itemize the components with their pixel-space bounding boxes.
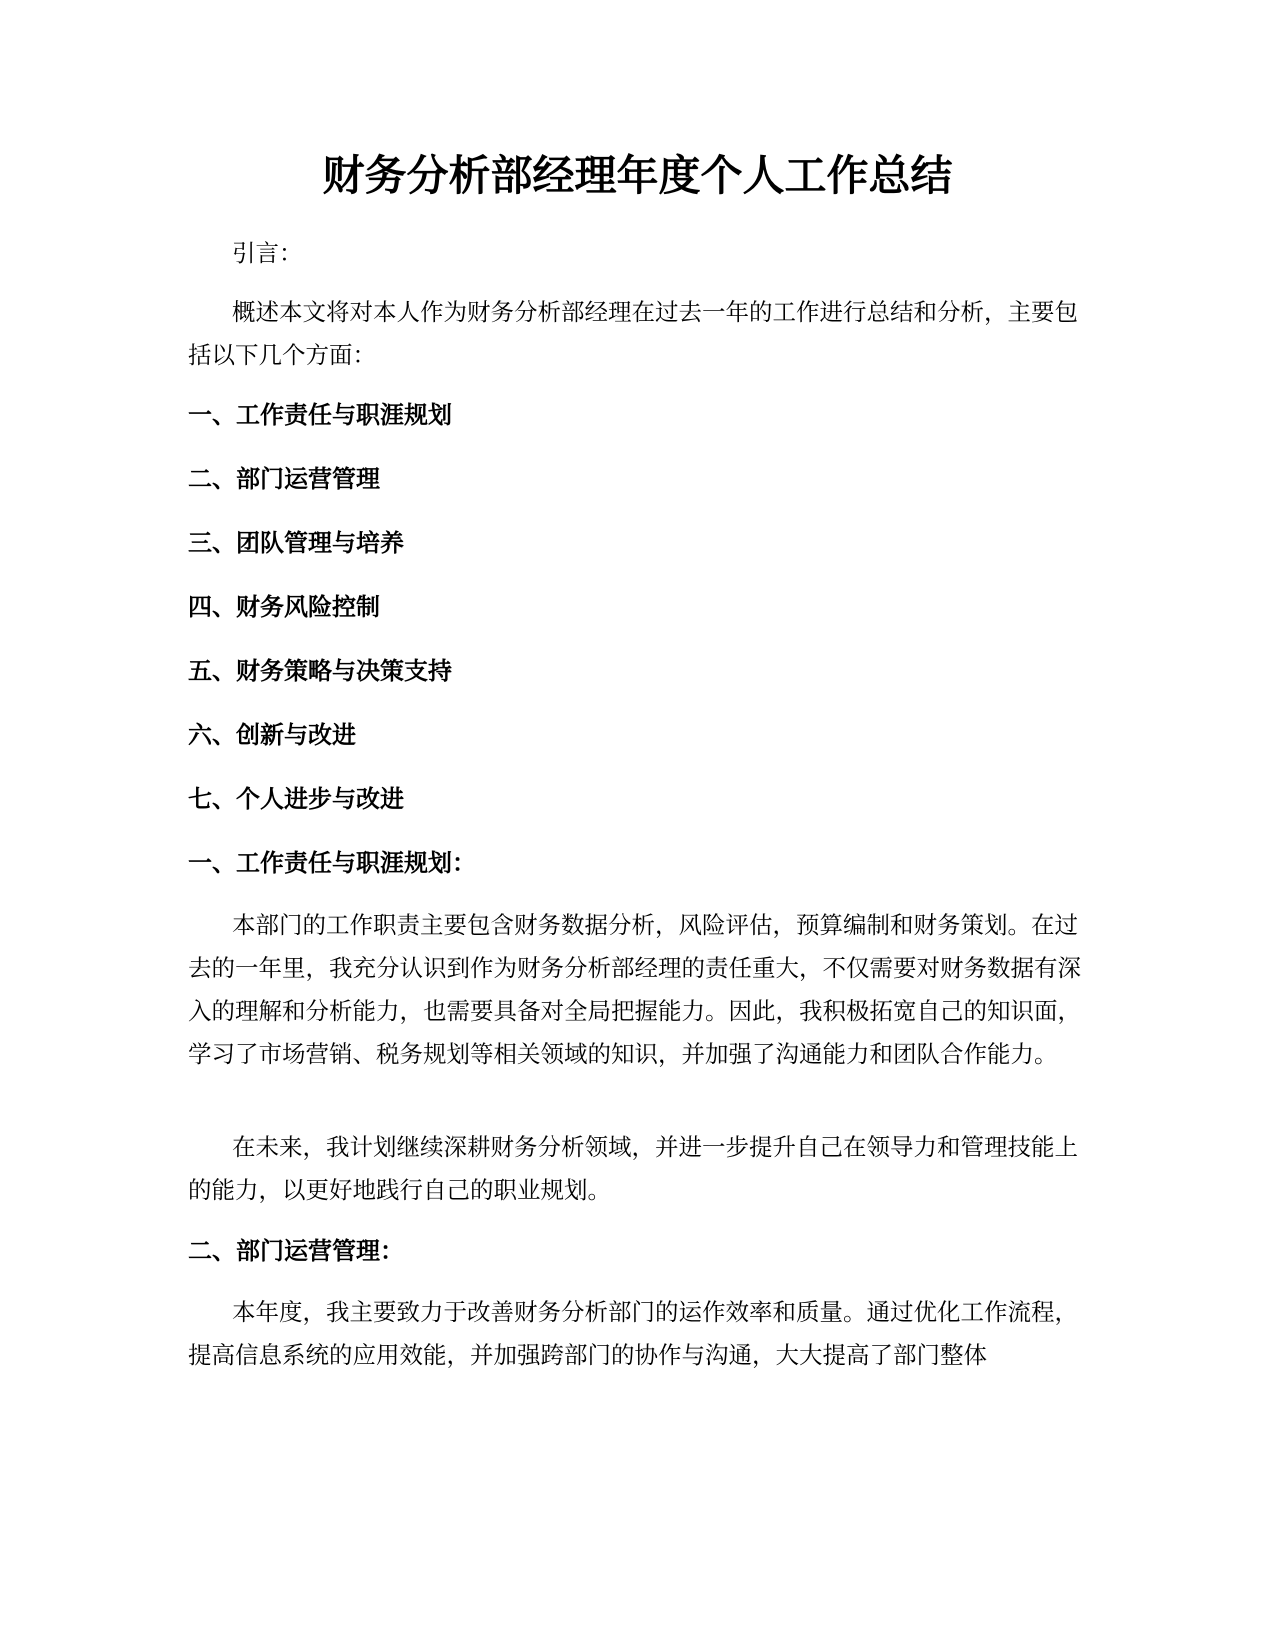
- document-title: 财务分析部经理年度个人工作总结: [322, 151, 953, 200]
- outline-item-7: 七、个人进步与改进: [188, 785, 404, 813]
- outline-item-3: 三、团队管理与培养: [188, 529, 404, 557]
- outline-item-6: 六、创新与改进: [188, 721, 356, 749]
- overview-paragraph: 概述本文将对本人作为财务分析部经理在过去一年的工作进行总结和分析，主要包括以下几个方面：: [188, 298, 1078, 369]
- outline-item-5: 五、财务策略与决策支持: [188, 657, 452, 685]
- section-1-paragraph-1: 本部门的工作职责主要包含财务数据分析，风险评估，预算编制和财务策划。在过去的一年里，我充分认识到作为财务分析部经理的责任重大，不仅需要对财务数据有深入的理解和分析能力，也需要具备对全局把握能力。因此，我积极拓宽自己的知识面，学习了市场营销、税务规划等相关领域的知识，并加强了沟通能力和团队合作能力。: [188, 911, 1081, 1068]
- outline-item-1: 一、工作责任与职涯规划: [188, 401, 452, 429]
- section-1-paragraph-2: 在未来，我计划继续深耕财务分析领域，并进一步提升自己在领导力和管理技能上的能力，以更好地践行自己的职业规划。: [188, 1133, 1078, 1204]
- outline-item-2: 二、部门运营管理: [188, 465, 380, 493]
- section-2-paragraph-1: 本年度，我主要致力于改善财务分析部门的运作效率和质量。通过优化工作流程，提高信息系统的应用效能，并加强跨部门的协作与沟通，大大提高了部门整体: [188, 1298, 1078, 1369]
- section-1-heading: 一、工作责任与职涯规划：: [188, 849, 476, 877]
- outline-item-4: 四、财务风险控制: [188, 593, 380, 621]
- intro-label: 引言：: [232, 239, 303, 267]
- section-2-heading: 二、部门运营管理：: [188, 1237, 404, 1265]
